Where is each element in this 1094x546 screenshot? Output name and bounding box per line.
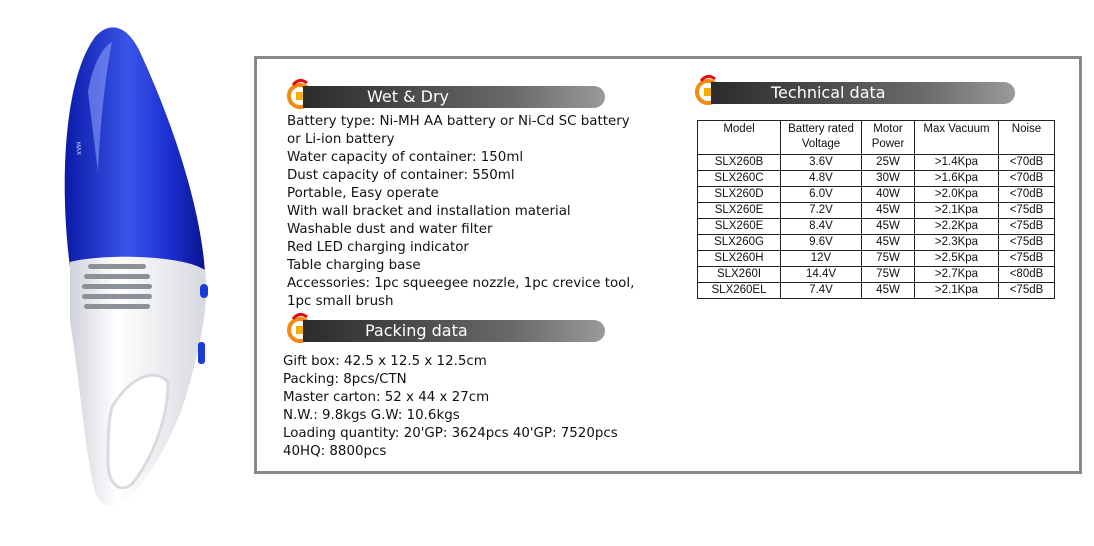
wet-dry-line: Washable dust and water filter <box>287 222 493 237</box>
table-cell: 3.6V <box>781 155 862 171</box>
wet-dry-line: 1pc small brush <box>287 294 394 309</box>
wet-dry-list <box>287 113 634 311</box>
table-cell: >1.6Kpa <box>915 171 999 187</box>
table-cell: 40W <box>862 187 915 203</box>
header-vacuum: Max Vacuum <box>915 121 999 155</box>
wet-dry-line: Dust capacity of container: 550ml <box>287 168 515 183</box>
table-row <box>698 171 1055 187</box>
table-cell: <70dB <box>999 155 1055 171</box>
table-cell: >2.2Kpa <box>915 219 999 235</box>
table-cell: <75dB <box>999 283 1055 299</box>
table-row <box>698 267 1055 283</box>
table-cell: 75W <box>862 251 915 267</box>
table-cell: 45W <box>862 283 915 299</box>
table-row <box>698 235 1055 251</box>
table-cell: <75dB <box>999 251 1055 267</box>
table-cell: 9.6V <box>781 235 862 251</box>
table-cell: <75dB <box>999 203 1055 219</box>
table-row <box>698 283 1055 299</box>
wet-dry-line: Battery type: Ni-MH AA battery or Ni-Cd SC battery <box>287 114 630 129</box>
table-cell: 8.4V <box>781 219 862 235</box>
table-cell: >2.1Kpa <box>915 203 999 219</box>
packing-line: Gift box: 42.5 x 12.5 x 12.5cm <box>283 354 487 369</box>
technical-header <box>693 79 1023 105</box>
table-cell: 45W <box>862 203 915 219</box>
table-cell: 25W <box>862 155 915 171</box>
table-cell: 14.4V <box>781 267 862 283</box>
table-cell: 6.0V <box>781 187 862 203</box>
table-cell: SLX260B <box>698 155 781 171</box>
table-cell: 7.4V <box>781 283 862 299</box>
wet-dry-line: Portable, Easy operate <box>287 186 439 201</box>
table-cell: <80dB <box>999 267 1055 283</box>
table-cell: 4.8V <box>781 171 862 187</box>
table-row <box>698 155 1055 171</box>
max-mark: MAX <box>74 141 83 156</box>
table-cell: 75W <box>862 267 915 283</box>
handheld-vacuum-image <box>40 22 230 522</box>
packing-title: Packing data <box>303 320 605 342</box>
table-cell: <70dB <box>999 171 1055 187</box>
header-power: Motor Power <box>862 121 915 155</box>
table-cell: 7.2V <box>781 203 862 219</box>
table-cell: SLX260C <box>698 171 781 187</box>
packing-header <box>285 317 605 343</box>
table-cell: <70dB <box>999 187 1055 203</box>
technical-title: Technical data <box>711 82 1015 104</box>
header-voltage: Battery rated Voltage <box>781 121 862 155</box>
table-cell: SLX260G <box>698 235 781 251</box>
table-cell: SLX260EL <box>698 283 781 299</box>
table-cell: <75dB <box>999 219 1055 235</box>
packing-line: N.W.: 9.8kgs G.W: 10.6kgs <box>283 408 460 423</box>
packing-line: Loading quantity: 20'GP: 3624pcs 40'GP: 7520pcs <box>283 426 618 441</box>
header-model: Model <box>698 121 781 155</box>
table-header-row <box>698 121 1055 155</box>
wet-dry-line: Accessories: 1pc squeegee nozzle, 1pc crevice tool, <box>287 276 635 291</box>
packing-line: 40HQ: 8800pcs <box>283 444 387 459</box>
wet-dry-line: Red LED charging indicator <box>287 240 469 255</box>
table-cell: SLX260I <box>698 267 781 283</box>
table-cell: >1.4Kpa <box>915 155 999 171</box>
technical-table <box>697 120 1055 299</box>
table-row <box>698 203 1055 219</box>
packing-list <box>283 353 618 461</box>
table-row <box>698 187 1055 203</box>
table-cell: SLX260E <box>698 219 781 235</box>
table-cell: >2.1Kpa <box>915 283 999 299</box>
table-cell: <75dB <box>999 235 1055 251</box>
table-cell: >2.7Kpa <box>915 267 999 283</box>
packing-line: Master carton: 52 x 44 x 27cm <box>283 390 490 405</box>
wet-dry-title: Wet & Dry <box>303 86 605 108</box>
table-cell: 12V <box>781 251 862 267</box>
wet-dry-line: Table charging base <box>287 258 421 273</box>
table-row <box>698 251 1055 267</box>
wet-dry-header <box>285 83 605 109</box>
table-cell: 45W <box>862 235 915 251</box>
wet-dry-line: or Li-ion battery <box>287 132 395 147</box>
packing-line: Packing: 8pcs/CTN <box>283 372 407 387</box>
wet-dry-line: With wall bracket and installation material <box>287 204 571 219</box>
spec-panel <box>254 56 1082 474</box>
table-cell: >2.0Kpa <box>915 187 999 203</box>
table-cell: 45W <box>862 219 915 235</box>
header-noise: Noise <box>999 121 1055 155</box>
table-cell: >2.5Kpa <box>915 251 999 267</box>
table-row <box>698 219 1055 235</box>
table-cell: SLX260H <box>698 251 781 267</box>
power-button-icon <box>200 284 208 298</box>
wet-dry-line: Water capacity of container: 150ml <box>287 150 524 165</box>
table-cell: 30W <box>862 171 915 187</box>
table-cell: >2.3Kpa <box>915 235 999 251</box>
table-cell: SLX260D <box>698 187 781 203</box>
table-cell: SLX260E <box>698 203 781 219</box>
